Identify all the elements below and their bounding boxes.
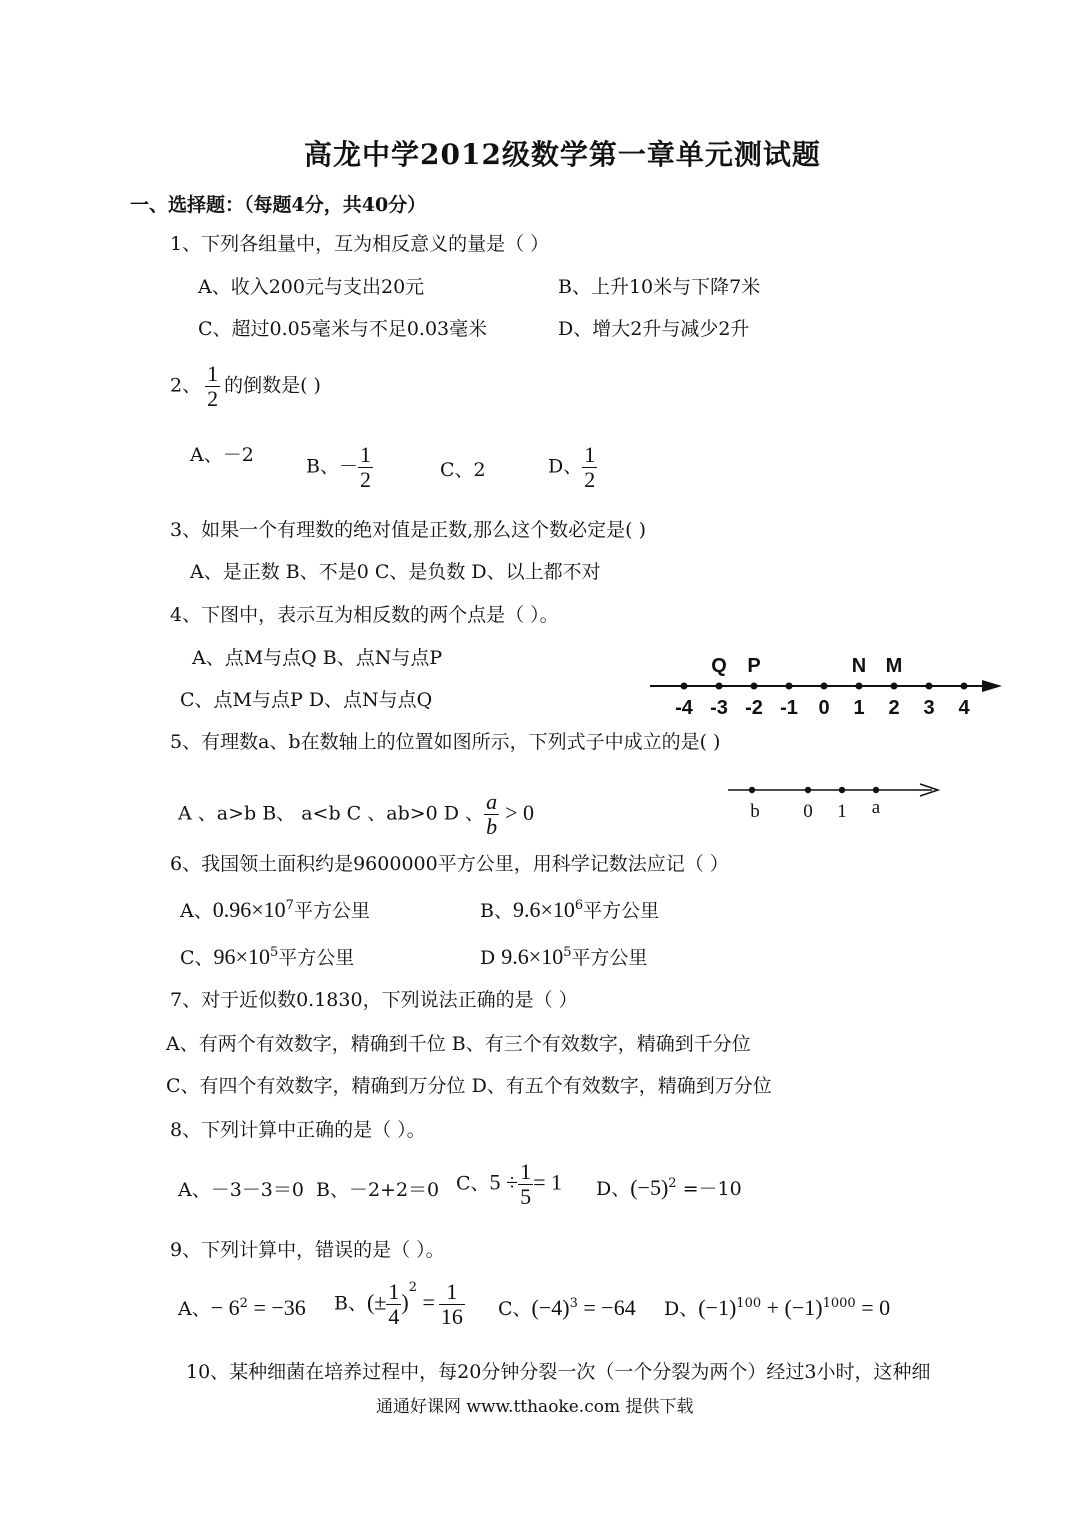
q6-option-a: A、$0.96\times 10^7$平方公里	[180, 897, 370, 922]
q3-stem: 3、如果一个有理数的绝对值是正数,那么这个数必定是( )	[170, 519, 646, 541]
q4-tick-dot-7	[926, 683, 933, 690]
q1-option-c: C、超过0.05毫米与不足0.03毫米	[198, 318, 488, 340]
q4-options-ab: A、点M与点Q B、点N与点P	[192, 647, 443, 669]
q4-tick-label-6: 2	[888, 697, 900, 719]
q8-option-c: C、5 ÷ $\frac{1}{5}$ = 1	[456, 1159, 563, 1209]
q5-d-fraction: $\frac{a}{b}$	[486, 789, 498, 839]
q4-tick-dot-1	[716, 683, 723, 690]
q5-number-line	[720, 772, 950, 828]
q4-tick-dot-3	[786, 683, 793, 690]
section-header: 一、选择题：（每题4分，共40分）	[130, 194, 427, 216]
q4-tick-label-3: -1	[780, 697, 798, 719]
q7-options-cd: C、有四个有效数字，精确到万分位 D、有五个有效数字，精确到万分位	[166, 1075, 772, 1097]
q5-options: A 、a>b B、 a<b C 、ab>0 D 、 $\frac{a}{b}$ > 0	[178, 789, 534, 839]
q2-fraction: $\frac{1}{2}$	[207, 361, 219, 411]
q1-option-d: D、增大2升与减少2升	[558, 318, 750, 340]
q2-option-a: A、－2	[190, 444, 254, 466]
q8-option-b: B、－2+2＝0	[316, 1179, 440, 1201]
q2-number: 2、	[170, 374, 202, 397]
page-title: 高龙中学2012级数学第一章单元测试题	[304, 138, 821, 171]
q9-option-d: D、$(-1)^{100} + (-1)^{1000} = 0$	[664, 1295, 891, 1320]
q4-tick-dot-2	[751, 683, 758, 690]
q4-tick-dot-0	[681, 683, 688, 690]
q9-option-c: C、$(-4)^3 = -64$	[498, 1295, 636, 1320]
q1-stem: 1、下列各组量中，互为相反意义的量是（ ）	[170, 233, 550, 255]
q4-tick-dot-4	[821, 683, 828, 690]
q4-tick-label-0: -4	[675, 697, 693, 719]
q10-stem: 10、某种细菌在培养过程中，每20分钟分裂一次（一个分裂为两个）经过3小时，这种细	[186, 1361, 931, 1383]
page-footer: 通通好课网 www.tthaoke.com 提供下载	[376, 1397, 694, 1417]
q5-label-1: 1	[837, 801, 847, 822]
q8-stem: 8、下列计算中正确的是（ ）。	[170, 1119, 426, 1141]
q4-point-label-q: Q	[711, 655, 727, 677]
q4-tick-label-7: 3	[923, 697, 935, 719]
q5-label-a: a	[871, 797, 881, 818]
q5-dot-0	[805, 787, 811, 793]
q4-axis-arrow	[982, 680, 1002, 692]
q8-option-d: D、$(-5)^2 =-10$	[596, 1175, 742, 1200]
q2-option-c: C、2	[440, 459, 486, 481]
q5-stem: 5、有理数a、b在数轴上的位置如图所示，下列式子中成立的是( )	[170, 731, 721, 753]
q3-options: A、是正数 B、不是0 C、是负数 D、以上都不对	[190, 561, 601, 583]
q6-option-d: D $9.6\times 10^5$平方公里	[480, 944, 648, 969]
q4-stem: 4、下图中，表示互为相反数的两个点是（ ）。	[170, 604, 559, 626]
q9-b-fraction: $\frac{1}{4}$	[388, 1279, 400, 1329]
q2-option-d: D、 $\frac{1}{2}$	[548, 442, 596, 492]
q8-c-fraction: $\frac{1}{5}$	[520, 1159, 532, 1209]
q4-tick-dot-6	[891, 683, 898, 690]
q9-option-a: A、− $6^2 = -36$	[178, 1295, 306, 1320]
q6-option-b: B、$9.6\times 10^6$平方公里	[480, 897, 660, 922]
q5-dot-1	[839, 787, 845, 793]
q2-option-b: B、－ $\frac{1}{2}$	[306, 442, 371, 492]
q4-tick-label-5: 1	[853, 697, 865, 719]
q8-option-a: A、－3－3＝0	[178, 1179, 304, 1201]
q2-b-fraction: $\frac{1}{2}$	[359, 442, 371, 492]
q5-dot-a	[873, 787, 879, 793]
q4-tick-label-4: 0	[818, 697, 830, 719]
q4-tick-dot-5	[856, 683, 863, 690]
q5-label-0: 0	[803, 801, 813, 822]
q9-b-result-fraction: $\frac{1}{16}$	[440, 1279, 463, 1329]
q4-number-line	[640, 648, 1010, 724]
q9-option-b: B、(± $\frac{1}{4}$ )$^2$ = $\frac{1}{16}$	[334, 1279, 463, 1329]
q4-tick-dot-8	[961, 683, 968, 690]
q7-options-ab: A、有两个有效数字，精确到千位 B、有三个有效数字，精确到千分位	[166, 1033, 751, 1055]
q1-option-b: B、上升10米与下降7米	[558, 276, 761, 298]
q4-tick-label-1: -3	[710, 697, 728, 719]
q9-stem: 9、下列计算中，错误的是（ ）。	[170, 1239, 445, 1261]
q4-point-label-n: N	[851, 655, 867, 677]
q5-label-b: b	[750, 801, 760, 822]
q4-tick-label-2: -2	[745, 697, 763, 719]
q4-tick-label-8: 4	[958, 697, 970, 719]
q6-option-c: C、$96\times 10^5$平方公里	[180, 944, 355, 969]
q7-stem: 7、对于近似数0.1830，下列说法正确的是（ ）	[170, 989, 578, 1011]
q2-stem	[170, 362, 321, 411]
q2-d-fraction: $\frac{1}{2}$	[584, 442, 596, 492]
q5-dot-b	[749, 787, 755, 793]
q4-point-label-p: P	[747, 655, 761, 677]
q6-stem: 6、我国领土面积约是9600000平方公里，用科学记数法应记（ ）	[170, 853, 729, 875]
q2-stem-tail: 的倒数是( )	[224, 374, 321, 397]
q4-point-label-m: M	[885, 655, 903, 677]
q1-option-a: A、收入200元与支出20元	[198, 276, 425, 298]
q4-options-cd: C、点M与点P D、点N与点Q	[180, 689, 433, 711]
